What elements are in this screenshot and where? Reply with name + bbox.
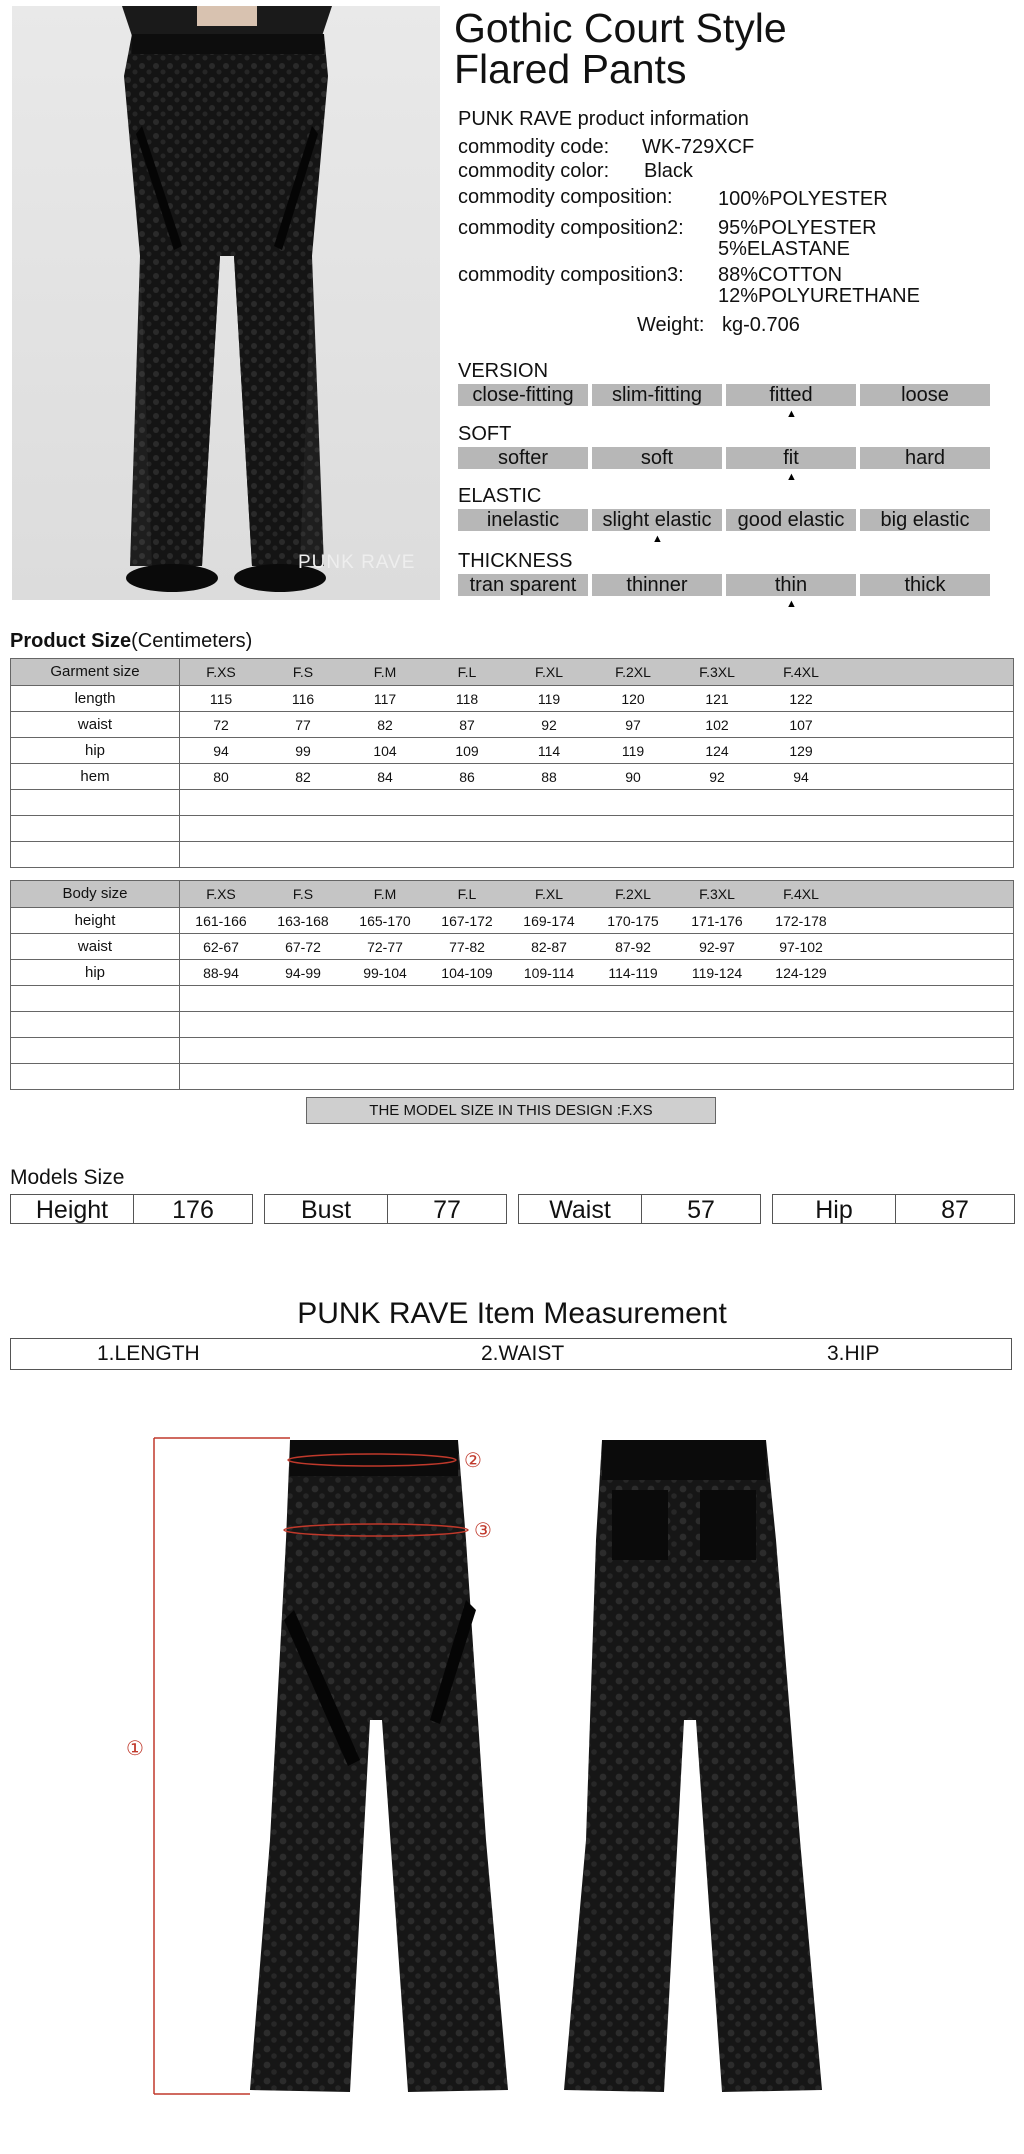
table-cell: 104 <box>373 743 397 759</box>
table-row <box>11 789 1013 815</box>
table-row <box>11 985 1013 1011</box>
scale-option: slim-fitting <box>592 384 722 406</box>
row-label: length <box>11 686 180 711</box>
title-line-1: Gothic Court Style <box>454 5 787 51</box>
table-row <box>11 933 1013 959</box>
table-row <box>11 907 1013 933</box>
size-column-header: F.S <box>292 886 314 902</box>
measurement-item: 1.LENGTH <box>97 1342 200 1365</box>
composition2-label: commodity composition2: <box>458 217 684 239</box>
table-row <box>11 763 1013 789</box>
scale-option: soft <box>592 447 722 469</box>
scale-bar <box>0 384 1024 406</box>
model-measure-label: Hip <box>772 1194 896 1224</box>
table-cell: 82 <box>377 717 393 733</box>
table-cell: 99-104 <box>363 965 407 981</box>
model-measure-label: Bust <box>264 1194 388 1224</box>
waist-marker: ② <box>464 1450 482 1472</box>
measurement-item: 2.WAIST <box>481 1342 565 1365</box>
table-cell: 87-92 <box>615 939 651 955</box>
table-cell: 170-175 <box>607 913 659 929</box>
row-label <box>11 842 180 867</box>
scale-option: inelastic <box>458 509 588 531</box>
row-label: Garment size <box>11 659 180 685</box>
table-cell: 62-67 <box>203 939 239 955</box>
table-cell: 82-87 <box>531 939 567 955</box>
weight-label: Weight: <box>637 314 705 336</box>
composition3-value-b: 12%POLYURETHANE <box>718 285 920 307</box>
length-marker: ① <box>126 1738 144 1760</box>
table-row <box>11 1063 1013 1089</box>
size-column-header: F.XL <box>534 886 563 902</box>
table-cell: 119-124 <box>691 965 743 981</box>
size-column-header: F.2XL <box>615 664 651 680</box>
composition2-value-b: 5%ELASTANE <box>718 238 850 260</box>
model-measure-label: Waist <box>518 1194 642 1224</box>
measurement-item: 3.HIP <box>827 1342 880 1365</box>
composition2-value-a: 95%POLYESTER <box>718 217 877 239</box>
product-title <box>454 5 787 92</box>
size-column-header: F.L <box>457 664 477 680</box>
scale-option: close-fitting <box>458 384 588 406</box>
table-cell: 72-77 <box>367 939 403 955</box>
scale-label: SOFT <box>458 423 512 445</box>
table-cell: 90 <box>625 769 641 785</box>
table-cell: 169-174 <box>523 913 575 929</box>
product-size-unit: (Centimeters) <box>131 630 253 652</box>
models-size-heading: Models Size <box>10 1166 125 1189</box>
table-row <box>11 1037 1013 1063</box>
table-cell: 120 <box>621 691 645 707</box>
table-cell: 124 <box>705 743 729 759</box>
title-line-2: Flared Pants <box>454 46 687 92</box>
table-cell: 122 <box>789 691 813 707</box>
table-cell: 92-97 <box>699 939 735 955</box>
model-measure-value: 57 <box>641 1194 761 1224</box>
row-label <box>11 790 180 815</box>
measurement-diagram <box>126 1420 910 2110</box>
selected-indicator-icon: ▲ <box>786 471 797 483</box>
table-cell: 97 <box>625 717 641 733</box>
scale-bar <box>0 574 1024 596</box>
composition3-value-a: 88%COTTON <box>718 264 843 286</box>
table-cell: 102 <box>705 717 729 733</box>
table-row <box>11 737 1013 763</box>
size-column-header: F.L <box>457 886 477 902</box>
size-column-header: F.XL <box>534 664 563 680</box>
table-cell: 119 <box>621 743 645 759</box>
scale-bar <box>0 447 1024 469</box>
body-size-table <box>10 880 1014 1090</box>
measurement-bar <box>10 1338 1012 1370</box>
model-measure-value: 87 <box>895 1194 1015 1224</box>
scale-bar <box>0 509 1024 531</box>
table-cell: 97-102 <box>779 939 823 955</box>
table-cell: 107 <box>789 717 813 733</box>
selected-indicator-icon: ▲ <box>652 533 663 545</box>
scale-label: THICKNESS <box>458 550 573 572</box>
size-column-header: F.4XL <box>783 886 819 902</box>
table-cell: 104-109 <box>441 965 493 981</box>
scale-option: fit <box>726 447 856 469</box>
table-row <box>11 959 1013 985</box>
table-cell: 124-129 <box>775 965 827 981</box>
row-label: hip <box>11 960 180 985</box>
size-column-header: F.XS <box>206 886 236 902</box>
model-measure-value: 176 <box>133 1194 253 1224</box>
code-label: commodity code: <box>458 136 610 158</box>
scale-option: slight elastic <box>592 509 722 531</box>
composition3-label: commodity composition3: <box>458 264 684 286</box>
table-cell: 121 <box>705 691 729 707</box>
table-cell: 117 <box>373 691 397 707</box>
selected-indicator-icon: ▲ <box>786 408 797 420</box>
model-size-note: THE MODEL SIZE IN THIS DESIGN :F.XS <box>306 1097 716 1124</box>
table-row <box>11 685 1013 711</box>
table-row <box>11 815 1013 841</box>
row-label <box>11 1038 180 1063</box>
measurement-title: PUNK RAVE Item Measurement <box>297 1297 727 1330</box>
row-label: hip <box>11 738 180 763</box>
row-label: height <box>11 908 180 933</box>
row-label <box>11 816 180 841</box>
measurement-pants-illustration <box>150 1420 910 2110</box>
table-cell: 72 <box>213 717 229 733</box>
table-cell: 116 <box>291 691 315 707</box>
table-cell: 99 <box>295 743 311 759</box>
table-cell: 84 <box>377 769 393 785</box>
scale-option: loose <box>860 384 990 406</box>
scale-option: thick <box>860 574 990 596</box>
product-size-heading: Product Size(Centimeters) <box>10 630 253 652</box>
table-cell: 114-119 <box>608 965 658 981</box>
models-size-table <box>10 1194 1012 1226</box>
hip-marker: ③ <box>474 1520 492 1542</box>
row-label: waist <box>11 934 180 959</box>
table-cell: 118 <box>455 691 479 707</box>
table-cell: 88 <box>541 769 557 785</box>
scale-option: big elastic <box>860 509 990 531</box>
table-cell: 172-178 <box>775 913 827 929</box>
scale-option: hard <box>860 447 990 469</box>
table-cell: 109 <box>455 743 479 759</box>
table-cell: 82 <box>295 769 311 785</box>
table-cell: 163-168 <box>277 913 329 929</box>
row-label <box>11 1064 180 1089</box>
size-column-header: F.3XL <box>699 664 735 680</box>
table-cell: 94 <box>793 769 809 785</box>
table-row <box>11 711 1013 737</box>
table-cell: 80 <box>213 769 229 785</box>
table-cell: 94-99 <box>285 965 321 981</box>
scale-option: thin <box>726 574 856 596</box>
table-cell: 88-94 <box>203 965 239 981</box>
selected-indicator-icon: ▲ <box>786 598 797 610</box>
weight-value: kg-0.706 <box>722 314 800 336</box>
scale-option: good elastic <box>726 509 856 531</box>
table-cell: 86 <box>459 769 475 785</box>
scale-label: ELASTIC <box>458 485 542 507</box>
table-header-row <box>11 659 1013 685</box>
scale-option: thinner <box>592 574 722 596</box>
table-cell: 67-72 <box>285 939 321 955</box>
table-cell: 92 <box>709 769 725 785</box>
table-cell: 119 <box>537 691 561 707</box>
size-column-header: F.2XL <box>615 886 651 902</box>
table-cell: 114 <box>537 743 561 759</box>
size-column-header: F.S <box>292 664 314 680</box>
table-cell: 129 <box>789 743 813 759</box>
garment-size-table <box>10 658 1014 868</box>
table-row <box>11 841 1013 867</box>
row-label: Body size <box>11 881 180 907</box>
scale-option: fitted <box>726 384 856 406</box>
size-column-header: F.XS <box>206 664 236 680</box>
table-cell: 94 <box>213 743 229 759</box>
table-cell: 87 <box>459 717 475 733</box>
size-column-header: F.3XL <box>699 886 735 902</box>
table-cell: 77 <box>295 717 311 733</box>
size-column-header: F.M <box>373 886 397 902</box>
table-cell: 109-114 <box>523 965 575 981</box>
code-value: WK-729XCF <box>642 136 755 158</box>
table-cell: 171-176 <box>691 913 743 929</box>
model-measure-value: 77 <box>387 1194 507 1224</box>
row-label <box>11 986 180 1011</box>
composition-value: 100%POLYESTER <box>718 188 888 210</box>
scale-label: VERSION <box>458 360 549 382</box>
model-measure-label: Height <box>10 1194 134 1224</box>
table-row <box>11 1011 1013 1037</box>
table-cell: 167-172 <box>441 913 493 929</box>
scale-option: softer <box>458 447 588 469</box>
table-cell: 165-170 <box>359 913 411 929</box>
table-cell: 115 <box>209 691 233 707</box>
size-column-header: F.4XL <box>783 664 819 680</box>
color-value: Black <box>644 160 693 182</box>
row-label <box>11 1012 180 1037</box>
color-label: commodity color: <box>458 160 610 182</box>
table-header-row <box>11 881 1013 907</box>
composition-label: commodity composition: <box>458 186 673 208</box>
table-cell: 161-166 <box>195 913 247 929</box>
scale-option: tran sparent <box>458 574 588 596</box>
row-label: waist <box>11 712 180 737</box>
row-label: hem <box>11 764 180 789</box>
table-cell: 92 <box>541 717 557 733</box>
info-heading: PUNK RAVE product information <box>458 108 749 130</box>
watermark: PUNK RAVE <box>298 552 416 573</box>
size-column-header: F.M <box>373 664 397 680</box>
table-cell: 77-82 <box>449 939 485 955</box>
